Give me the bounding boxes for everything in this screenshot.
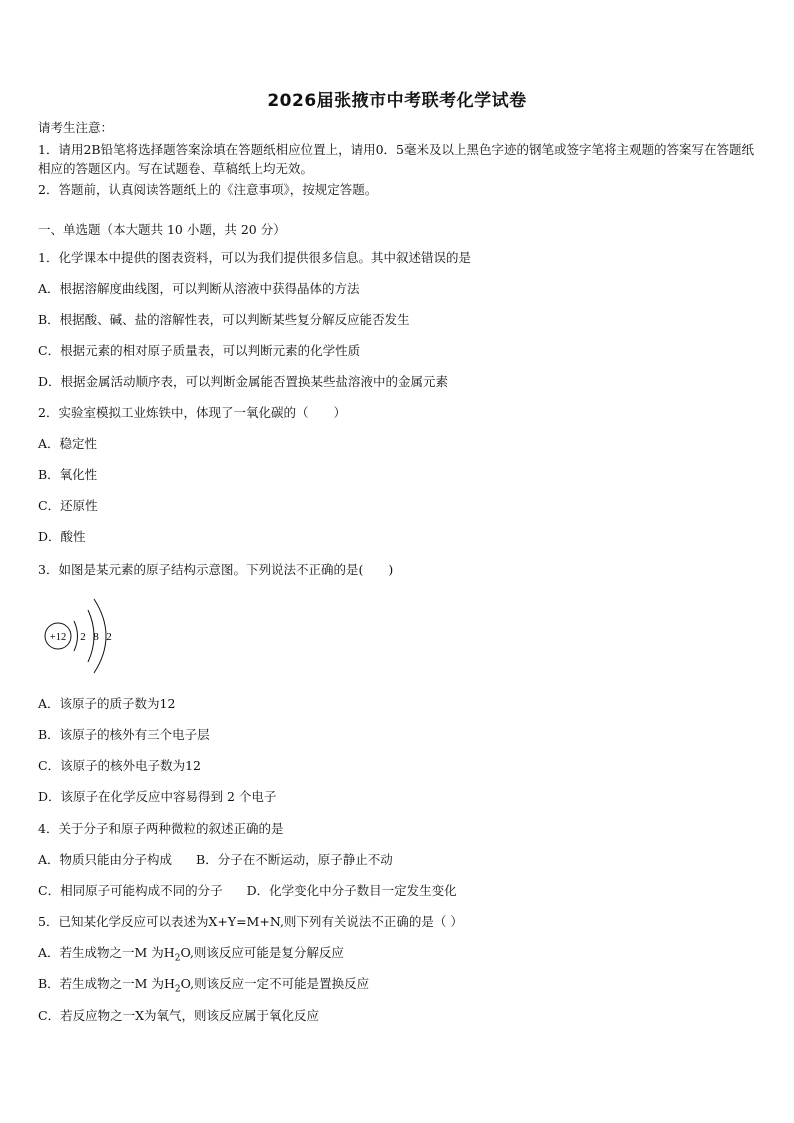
nucleus-charge: +12 — [49, 632, 67, 643]
q4-option-b: B．分子在不断运动，原子静止不动 — [196, 852, 393, 867]
q3-option-d: D．该原子在化学反应中容易得到 2 个电子 — [38, 789, 277, 804]
q4-option-c: C．相同原子可能构成不同的分子 — [38, 883, 223, 898]
q5-option-b: B．若生成物之一M 为$H_2O$,则该反应一定不可能是置换反应 — [38, 976, 370, 995]
q3-option-a: A．该原子的质子数为12 — [38, 696, 176, 711]
q4-stem: 4．关于分子和原子两种微粒的叙述正确的是 — [38, 821, 284, 836]
notice-item-2: 2．答题前，认真阅读答题纸上的《注意事项》，按规定答题。 — [38, 182, 378, 197]
q3-option-c: C．该原子的核外电子数为12 — [38, 758, 201, 773]
q5-stem: 5．已知某化学反应可以表述为X+Y=M+N,则下列有关说法不正确的是（ ） — [38, 914, 463, 929]
q5-option-a: A．若生成物之一M 为$H_2O$,则该反应可能是复分解反应 — [38, 945, 344, 964]
q5-option-c: C．若反应物之一X为氧气，则该反应属于氧化反应 — [38, 1008, 319, 1023]
shell-arc-1 — [74, 621, 78, 651]
shell-2-electrons: 8 — [93, 631, 99, 643]
atomic-structure-diagram — [40, 588, 130, 678]
q1-option-b: B．根据酸、碱、盐的溶解性表，可以判断某些复分解反应能否发生 — [38, 312, 410, 327]
shell-1-electrons: 2 — [80, 631, 86, 643]
q1-option-d: D．根据金属活动顺序表，可以判断金属能否置换某些盐溶液中的金属元素 — [38, 374, 449, 389]
page-title: 2026届张掖市中考联考化学试卷 — [267, 91, 527, 111]
q3-option-b: B．该原子的核外有三个电子层 — [38, 727, 210, 742]
q4-option-d: D．化学变化中分子数目一定发生变化 — [246, 883, 457, 898]
q4-option-a: A．物质只能由分子构成 — [38, 852, 173, 867]
q1-stem: 1．化学课本中提供的图表资料，可以为我们提供很多信息。其中叙述错误的是 — [38, 250, 471, 265]
q1-option-a: A．根据溶解度曲线图，可以判断从溶液中获得晶体的方法 — [38, 281, 360, 296]
q4-options-cd — [38, 883, 457, 899]
q2-option-b: B．氧化性 — [38, 467, 98, 482]
q4-options-ab — [38, 852, 393, 868]
notice-item-1: 1．请用2B铅笔将选择题答案涂填在答题纸相应位置上，请用0．5毫米及以上黑色字迹的钢笔或签字笔将主观题的答案写在答题纸相应的答题区内。写在试题卷、草稿纸上均无效。 — [38, 142, 754, 176]
notice-heading: 请考生注意： — [38, 120, 114, 135]
q2-option-a: A．稳定性 — [38, 436, 98, 451]
q3-stem: 3．如图是某元素的原子结构示意图。下列说法不正确的是( ) — [38, 562, 394, 577]
q2-option-d: D．酸性 — [38, 529, 86, 544]
q2-stem: 2．实验室模拟工业炼铁中，体现了一氧化碳的（ ） — [38, 405, 346, 420]
q1-option-c: C．根据元素的相对原子质量表，可以判断元素的化学性质 — [38, 343, 361, 358]
section-heading: 一、单选题（本大题共 10 小题，共 20 分） — [38, 222, 286, 237]
shell-3-electrons: 2 — [106, 631, 112, 643]
q2-option-c: C．还原性 — [38, 498, 98, 513]
